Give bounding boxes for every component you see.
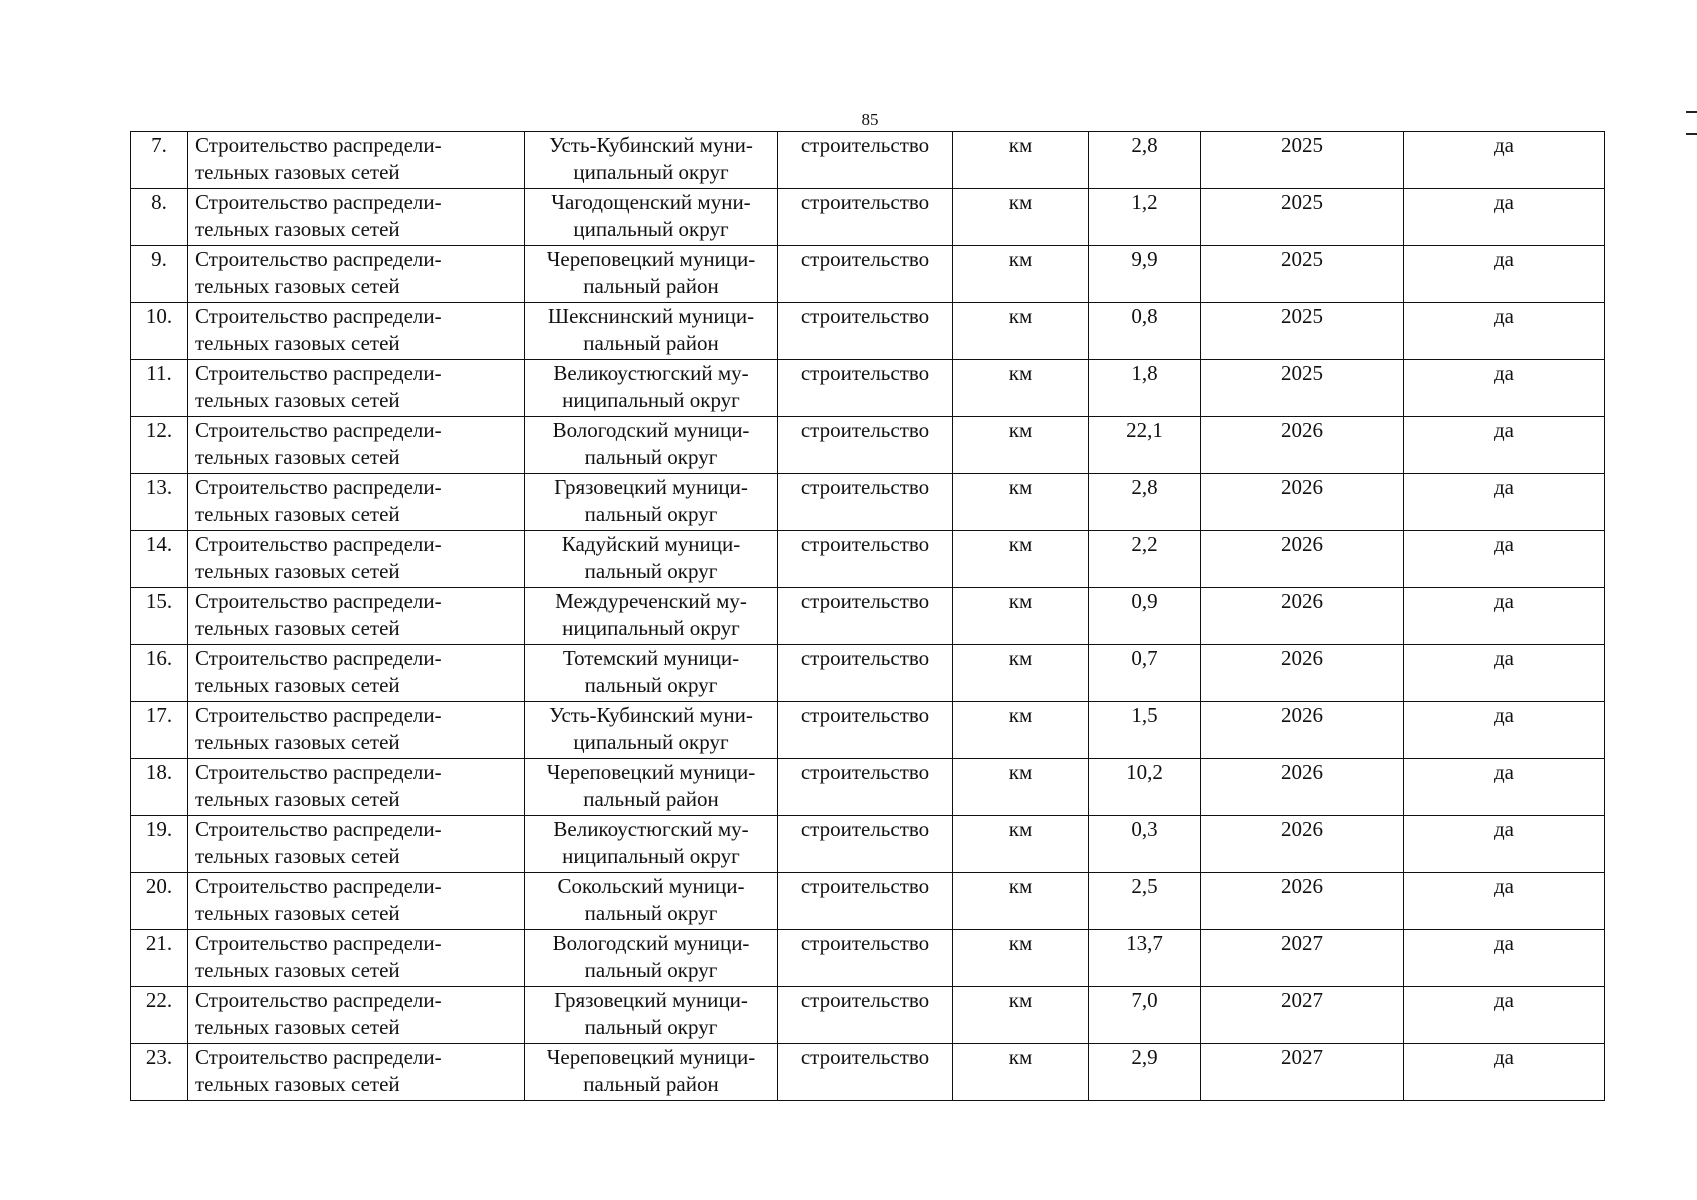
cell-length-value <box>1089 645 1201 702</box>
cell-work-type <box>778 588 953 645</box>
cell-unit <box>953 132 1089 189</box>
unit-text: км <box>1008 475 1033 499</box>
cell-row-number <box>131 474 188 531</box>
cell-object-name <box>188 474 525 531</box>
cell-flag <box>1404 759 1605 816</box>
cell-work-type <box>778 303 953 360</box>
cell-unit <box>953 531 1089 588</box>
year-text: 2026 <box>1281 646 1323 670</box>
cell-length-value <box>1089 360 1201 417</box>
cell-row-number <box>131 1044 188 1101</box>
cell-district-name <box>525 246 778 303</box>
cell-district-name <box>525 702 778 759</box>
row-number-text: 10. <box>145 304 173 328</box>
cell-unit <box>953 588 1089 645</box>
flag-text: да <box>1493 988 1514 1012</box>
cell-row-number <box>131 930 188 987</box>
table-body <box>131 132 1605 1101</box>
cell-unit <box>953 1044 1089 1101</box>
length-value-text: 10,2 <box>1126 760 1163 784</box>
page-number: 85 <box>861 110 879 129</box>
length-value-text: 0,3 <box>1131 817 1158 841</box>
object-name-text: Строительство распредели- тельных газовых сетей <box>195 646 442 697</box>
cell-row-number <box>131 189 188 246</box>
year-text: 2025 <box>1281 304 1323 328</box>
work-type-text: строительство <box>800 817 930 841</box>
unit-text: км <box>1008 133 1033 157</box>
table-row <box>131 246 1605 303</box>
year-text: 2026 <box>1281 418 1323 442</box>
year-text: 2026 <box>1281 874 1323 898</box>
cell-flag <box>1404 360 1605 417</box>
work-type-text: строительство <box>800 874 930 898</box>
cell-work-type <box>778 531 953 588</box>
work-type-text: строительство <box>800 418 930 442</box>
cell-work-type <box>778 132 953 189</box>
cell-work-type <box>778 930 953 987</box>
district-name-text: Грязовецкий муници- пальный округ <box>554 988 748 1039</box>
cell-flag <box>1404 702 1605 759</box>
object-name-text: Строительство распредели- тельных газовых сетей <box>195 361 442 412</box>
district-name-text: Череповецкий муници- пальный район <box>546 760 756 811</box>
work-type-text: строительство <box>800 760 930 784</box>
cell-object-name <box>188 189 525 246</box>
year-text: 2027 <box>1281 931 1323 955</box>
row-number-text: 21. <box>145 931 173 955</box>
cell-district-name <box>525 132 778 189</box>
cell-work-type <box>778 360 953 417</box>
cell-object-name <box>188 873 525 930</box>
cell-work-type <box>778 759 953 816</box>
cell-object-name <box>188 588 525 645</box>
unit-text: км <box>1008 304 1033 328</box>
cell-object-name <box>188 987 525 1044</box>
table-row <box>131 360 1605 417</box>
cell-work-type <box>778 1044 953 1101</box>
unit-text: км <box>1008 874 1033 898</box>
cell-year <box>1201 246 1404 303</box>
unit-text: км <box>1008 418 1033 442</box>
cell-row-number <box>131 759 188 816</box>
year-text: 2025 <box>1281 247 1323 271</box>
cell-object-name <box>188 645 525 702</box>
cell-length-value <box>1089 303 1201 360</box>
object-name-text: Строительство распредели- тельных газовых сетей <box>195 760 442 811</box>
cell-year <box>1201 702 1404 759</box>
district-name-text: Усть-Кубинский муни- ципальный округ <box>549 703 753 754</box>
cell-object-name <box>188 759 525 816</box>
row-number-text: 13. <box>145 475 173 499</box>
district-name-text: Усть-Кубинский муни- ципальный округ <box>549 133 753 184</box>
row-number-text: 20. <box>145 874 173 898</box>
year-text: 2026 <box>1281 760 1323 784</box>
cell-district-name <box>525 531 778 588</box>
table-row <box>131 303 1605 360</box>
object-name-text: Строительство распредели- тельных газовых сетей <box>195 247 442 298</box>
object-name-text: Строительство распредели- тельных газовых сетей <box>195 532 442 583</box>
work-type-text: строительство <box>800 133 930 157</box>
object-name-text: Строительство распредели- тельных газовых сетей <box>195 304 442 355</box>
object-name-text: Строительство распредели- тельных газовых сетей <box>195 931 442 982</box>
row-number-text: 14. <box>145 532 173 556</box>
flag-text: да <box>1493 361 1514 385</box>
flag-text: да <box>1493 931 1514 955</box>
cell-year <box>1201 132 1404 189</box>
cell-year <box>1201 531 1404 588</box>
work-type-text: строительство <box>800 304 930 328</box>
cell-unit <box>953 930 1089 987</box>
cell-unit <box>953 873 1089 930</box>
district-name-text: Междуреченский му- ниципальный округ <box>555 589 747 640</box>
row-number-text: 19. <box>145 817 173 841</box>
district-name-text: Чагодощенский муни- ципальный округ <box>551 190 751 241</box>
length-value-text: 2,8 <box>1131 133 1158 157</box>
cell-year <box>1201 189 1404 246</box>
cell-district-name <box>525 189 778 246</box>
cell-object-name <box>188 417 525 474</box>
cell-object-name <box>188 132 525 189</box>
table-row <box>131 645 1605 702</box>
cell-district-name <box>525 873 778 930</box>
cell-district-name <box>525 417 778 474</box>
unit-text: км <box>1008 361 1033 385</box>
cell-year <box>1201 873 1404 930</box>
length-value-text: 2,8 <box>1131 475 1158 499</box>
cell-length-value <box>1089 132 1201 189</box>
cell-flag <box>1404 189 1605 246</box>
gas-network-table <box>130 131 1605 1101</box>
row-number-text: 16. <box>145 646 173 670</box>
cell-unit <box>953 759 1089 816</box>
table-row <box>131 930 1605 987</box>
cell-object-name <box>188 930 525 987</box>
cell-unit <box>953 474 1089 531</box>
length-value-text: 0,9 <box>1131 589 1158 613</box>
flag-text: да <box>1493 190 1514 214</box>
table-row <box>131 816 1605 873</box>
unit-text: км <box>1008 988 1033 1012</box>
cell-year <box>1201 474 1404 531</box>
row-number-text: 23. <box>145 1045 173 1069</box>
cell-object-name <box>188 816 525 873</box>
cell-work-type <box>778 417 953 474</box>
cell-row-number <box>131 417 188 474</box>
cell-object-name <box>188 303 525 360</box>
object-name-text: Строительство распредели- тельных газовых сетей <box>195 817 442 868</box>
object-name-text: Строительство распредели- тельных газовых сетей <box>195 133 442 184</box>
cell-work-type <box>778 987 953 1044</box>
object-name-text: Строительство распредели- тельных газовых сетей <box>195 988 442 1039</box>
year-text: 2026 <box>1281 817 1323 841</box>
table-row <box>131 588 1605 645</box>
unit-text: км <box>1008 190 1033 214</box>
cell-district-name <box>525 645 778 702</box>
unit-text: км <box>1008 703 1033 727</box>
cell-work-type <box>778 474 953 531</box>
cell-year <box>1201 360 1404 417</box>
flag-text: да <box>1493 475 1514 499</box>
table-row <box>131 1044 1605 1101</box>
cell-unit <box>953 987 1089 1044</box>
cell-length-value <box>1089 987 1201 1044</box>
cell-flag <box>1404 816 1605 873</box>
cell-flag <box>1404 132 1605 189</box>
length-value-text: 9,9 <box>1131 247 1158 271</box>
cell-flag <box>1404 474 1605 531</box>
work-type-text: строительство <box>800 1045 930 1069</box>
cell-flag <box>1404 645 1605 702</box>
unit-text: км <box>1008 589 1033 613</box>
cell-flag <box>1404 588 1605 645</box>
year-text: 2025 <box>1281 190 1323 214</box>
length-value-text: 2,5 <box>1131 874 1158 898</box>
cell-flag <box>1404 303 1605 360</box>
cell-object-name <box>188 531 525 588</box>
cell-year <box>1201 1044 1404 1101</box>
cell-work-type <box>778 246 953 303</box>
object-name-text: Строительство распредели- тельных газовых сетей <box>195 1045 442 1096</box>
cell-year <box>1201 930 1404 987</box>
flag-text: да <box>1493 532 1514 556</box>
edge-mark-top <box>1686 111 1697 113</box>
cell-work-type <box>778 702 953 759</box>
cell-unit <box>953 246 1089 303</box>
length-value-text: 0,8 <box>1131 304 1158 328</box>
cell-district-name <box>525 303 778 360</box>
table-row <box>131 417 1605 474</box>
object-name-text: Строительство распредели- тельных газовых сетей <box>195 703 442 754</box>
cell-unit <box>953 645 1089 702</box>
cell-district-name <box>525 987 778 1044</box>
work-type-text: строительство <box>800 475 930 499</box>
unit-text: км <box>1008 931 1033 955</box>
table-row <box>131 132 1605 189</box>
cell-unit <box>953 702 1089 759</box>
cell-row-number <box>131 588 188 645</box>
cell-work-type <box>778 873 953 930</box>
year-text: 2026 <box>1281 475 1323 499</box>
cell-work-type <box>778 189 953 246</box>
cell-length-value <box>1089 930 1201 987</box>
row-number-text: 18. <box>145 760 173 784</box>
flag-text: да <box>1493 760 1514 784</box>
table-row <box>131 759 1605 816</box>
cell-length-value <box>1089 702 1201 759</box>
cell-district-name <box>525 360 778 417</box>
flag-text: да <box>1493 133 1514 157</box>
flag-text: да <box>1493 817 1514 841</box>
district-name-text: Великоустюгский му- ниципальный округ <box>553 361 749 412</box>
cell-row-number <box>131 873 188 930</box>
cell-flag <box>1404 987 1605 1044</box>
length-value-text: 1,5 <box>1131 703 1158 727</box>
district-name-text: Кадуйский муници- пальный округ <box>561 532 741 583</box>
cell-row-number <box>131 645 188 702</box>
cell-object-name <box>188 246 525 303</box>
cell-district-name <box>525 816 778 873</box>
cell-length-value <box>1089 246 1201 303</box>
district-name-text: Сокольский муници- пальный округ <box>557 874 745 925</box>
length-value-text: 1,8 <box>1131 361 1158 385</box>
cell-unit <box>953 816 1089 873</box>
district-name-text: Вологодский муници- пальный округ <box>552 931 750 982</box>
cell-work-type <box>778 816 953 873</box>
work-type-text: строительство <box>800 247 930 271</box>
unit-text: км <box>1008 646 1033 670</box>
cell-unit <box>953 417 1089 474</box>
cell-row-number <box>131 531 188 588</box>
cell-length-value <box>1089 816 1201 873</box>
cell-unit <box>953 360 1089 417</box>
year-text: 2026 <box>1281 589 1323 613</box>
year-text: 2025 <box>1281 133 1323 157</box>
object-name-text: Строительство распредели- тельных газовых сетей <box>195 589 442 640</box>
cell-length-value <box>1089 417 1201 474</box>
flag-text: да <box>1493 1045 1514 1069</box>
edge-mark-bottom <box>1686 133 1697 135</box>
cell-length-value <box>1089 588 1201 645</box>
length-value-text: 1,2 <box>1131 190 1158 214</box>
cell-district-name <box>525 588 778 645</box>
district-name-text: Вологодский муници- пальный округ <box>552 418 750 469</box>
cell-year <box>1201 303 1404 360</box>
cell-work-type <box>778 645 953 702</box>
table-row <box>131 189 1605 246</box>
work-type-text: строительство <box>800 931 930 955</box>
length-value-text: 2,2 <box>1131 532 1158 556</box>
work-type-text: строительство <box>800 988 930 1012</box>
cell-flag <box>1404 417 1605 474</box>
cell-object-name <box>188 1044 525 1101</box>
unit-text: км <box>1008 532 1033 556</box>
table-row <box>131 702 1605 759</box>
district-name-text: Череповецкий муници- пальный район <box>546 247 756 298</box>
cell-flag <box>1404 1044 1605 1101</box>
cell-district-name <box>525 474 778 531</box>
table-row <box>131 474 1605 531</box>
table-row <box>131 531 1605 588</box>
cell-year <box>1201 588 1404 645</box>
cell-length-value <box>1089 474 1201 531</box>
work-type-text: строительство <box>800 361 930 385</box>
object-name-text: Строительство распредели- тельных газовых сетей <box>195 874 442 925</box>
year-text: 2026 <box>1281 703 1323 727</box>
year-text: 2025 <box>1281 361 1323 385</box>
flag-text: да <box>1493 247 1514 271</box>
cell-district-name <box>525 759 778 816</box>
cell-row-number <box>131 246 188 303</box>
length-value-text: 22,1 <box>1126 418 1163 442</box>
flag-text: да <box>1493 703 1514 727</box>
cell-flag <box>1404 930 1605 987</box>
cell-object-name <box>188 360 525 417</box>
cell-district-name <box>525 930 778 987</box>
district-name-text: Шекснинский муници- пальный район <box>547 304 755 355</box>
year-text: 2026 <box>1281 532 1323 556</box>
cell-row-number <box>131 816 188 873</box>
cell-year <box>1201 417 1404 474</box>
cell-unit <box>953 189 1089 246</box>
cell-flag <box>1404 246 1605 303</box>
table-row <box>131 987 1605 1044</box>
object-name-text: Строительство распредели- тельных газовых сетей <box>195 190 442 241</box>
cell-year <box>1201 645 1404 702</box>
length-value-text: 13,7 <box>1126 931 1163 955</box>
cell-year <box>1201 759 1404 816</box>
flag-text: да <box>1493 874 1514 898</box>
district-name-text: Тотемский муници- пальный округ <box>562 646 740 697</box>
unit-text: км <box>1008 817 1033 841</box>
work-type-text: строительство <box>800 532 930 556</box>
year-text: 2027 <box>1281 988 1323 1012</box>
length-value-text: 0,7 <box>1131 646 1158 670</box>
district-name-text: Грязовецкий муници- пальный округ <box>554 475 748 526</box>
cell-length-value <box>1089 531 1201 588</box>
unit-text: км <box>1008 247 1033 271</box>
row-number-text: 8. <box>151 190 167 214</box>
cell-length-value <box>1089 189 1201 246</box>
row-number-text: 7. <box>151 133 167 157</box>
cell-length-value <box>1089 759 1201 816</box>
cell-flag <box>1404 531 1605 588</box>
cell-row-number <box>131 702 188 759</box>
cell-object-name <box>188 702 525 759</box>
work-type-text: строительство <box>800 589 930 613</box>
cell-length-value <box>1089 873 1201 930</box>
row-number-text: 22. <box>145 988 173 1012</box>
district-name-text: Череповецкий муници- пальный район <box>546 1045 756 1096</box>
unit-text: км <box>1008 1045 1033 1069</box>
cell-row-number <box>131 303 188 360</box>
row-number-text: 15. <box>145 589 173 613</box>
work-type-text: строительство <box>800 703 930 727</box>
row-number-text: 12. <box>145 418 173 442</box>
object-name-text: Строительство распредели- тельных газовых сетей <box>195 418 442 469</box>
work-type-text: строительство <box>800 646 930 670</box>
table-row <box>131 873 1605 930</box>
object-name-text: Строительство распредели- тельных газовых сетей <box>195 475 442 526</box>
flag-text: да <box>1493 589 1514 613</box>
length-value-text: 7,0 <box>1131 988 1158 1012</box>
cell-unit <box>953 303 1089 360</box>
cell-year <box>1201 987 1404 1044</box>
cell-row-number <box>131 987 188 1044</box>
flag-text: да <box>1493 646 1514 670</box>
row-number-text: 17. <box>145 703 173 727</box>
cell-row-number <box>131 360 188 417</box>
district-name-text: Великоустюгский му- ниципальный округ <box>553 817 749 868</box>
cell-row-number <box>131 132 188 189</box>
flag-text: да <box>1493 418 1514 442</box>
flag-text: да <box>1493 304 1514 328</box>
cell-year <box>1201 816 1404 873</box>
work-type-text: строительство <box>800 190 930 214</box>
unit-text: км <box>1008 760 1033 784</box>
year-text: 2027 <box>1281 1045 1323 1069</box>
cell-length-value <box>1089 1044 1201 1101</box>
cell-district-name <box>525 1044 778 1101</box>
row-number-text: 9. <box>151 247 167 271</box>
length-value-text: 2,9 <box>1131 1045 1158 1069</box>
cell-flag <box>1404 873 1605 930</box>
row-number-text: 11. <box>146 361 172 385</box>
